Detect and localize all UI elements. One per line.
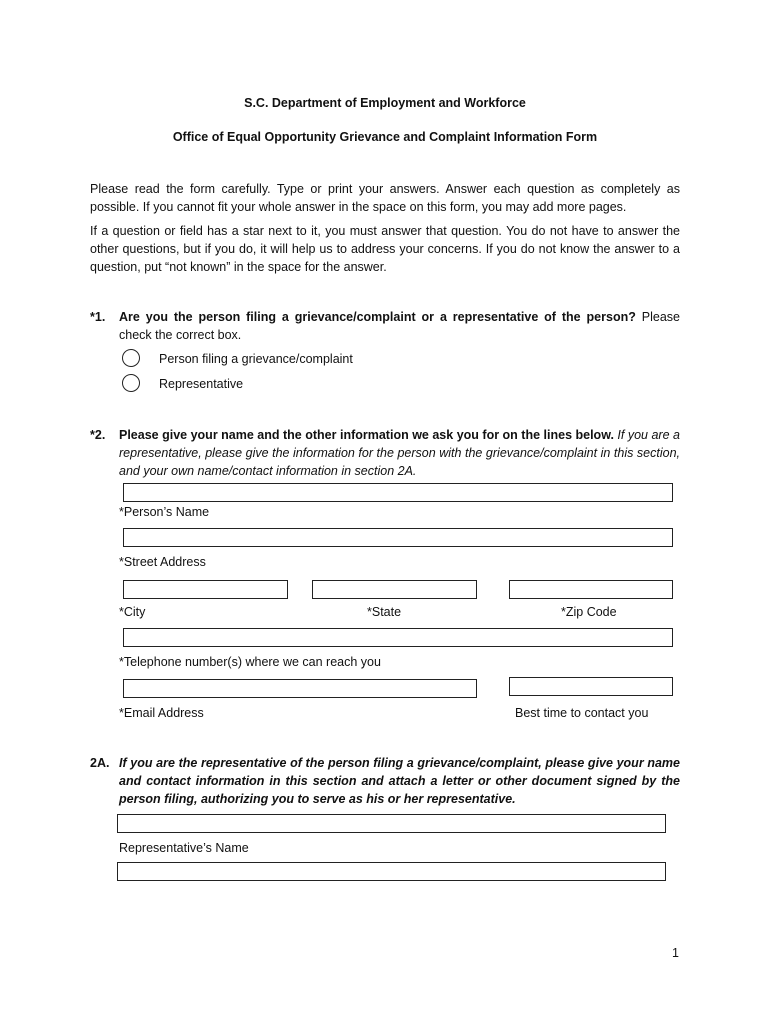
q1-number: *1. <box>90 310 106 324</box>
intro-paragraph-1: Please read the form carefully. Type or print your answers. Answer each question as completely as possible. If you cannot fit your whole answer in the space on this form, you may add more pages. <box>90 182 680 215</box>
radio-label-representative: Representative <box>159 377 244 391</box>
telephone-label: *Telephone number(s) where we can reach you <box>119 655 381 669</box>
state-input[interactable] <box>312 580 477 599</box>
q1-instruction: Please check the correct box. <box>119 310 680 343</box>
representative-extra-input[interactable] <box>117 862 666 881</box>
q2a-number: 2A. <box>90 756 110 770</box>
email-input[interactable] <box>123 679 477 698</box>
radio-representative[interactable] <box>122 374 140 392</box>
person-name-input[interactable] <box>123 483 673 502</box>
representative-name-label: Representative’s Name <box>119 841 249 855</box>
radio-label-person-filing: Person filing a grievance/complaint <box>159 352 353 366</box>
representative-name-input[interactable] <box>117 814 666 833</box>
radio-person-filing[interactable] <box>122 349 140 367</box>
zip-code-label: *Zip Code <box>561 605 617 619</box>
q1-text <box>119 308 680 344</box>
city-input[interactable] <box>123 580 288 599</box>
email-label: *Email Address <box>119 706 204 720</box>
city-label: *City <box>119 605 146 619</box>
q1-question: Are you the person filing a grievance/complaint or a representative of the person? <box>119 310 636 324</box>
zip-code-input[interactable] <box>509 580 673 599</box>
q2-text <box>119 426 680 480</box>
street-address-label: *Street Address <box>119 555 206 569</box>
q2-question: Please give your name and the other information we ask you for on the lines below. <box>119 428 614 442</box>
q2-number: *2. <box>90 428 106 442</box>
q2a-instruction: If you are the representative of the person filing a grievance/complaint, please give your name and contact information in this section and attach a letter or other document signed by the person filing, authorizing you to serve as his or her representative. <box>119 756 680 807</box>
best-time-label: Best time to contact you <box>515 706 649 720</box>
state-label: *State <box>367 605 402 619</box>
intro-paragraph-2: If a question or field has a star next to it, you must answer that question. You do not have to answer the other questions, but if you do, it will help us to address your concerns. If you do not know the answer to a question, put “not known” in the space for the answer. <box>90 224 680 275</box>
department-title: S.C. Department of Employment and Workforce <box>244 96 526 110</box>
telephone-input[interactable] <box>123 628 673 647</box>
best-time-input[interactable] <box>509 677 673 696</box>
person-name-label: *Person’s Name <box>119 505 210 519</box>
street-address-input[interactable] <box>123 528 673 547</box>
form-title: Office of Equal Opportunity Grievance and Complaint Information Form <box>172 130 598 144</box>
page-number: 1 <box>672 946 679 960</box>
q2-instruction: If you are a representative, please give the information for the person with the grievance/complaint in this section, and your own name/contact information in section 2A. <box>119 428 680 479</box>
